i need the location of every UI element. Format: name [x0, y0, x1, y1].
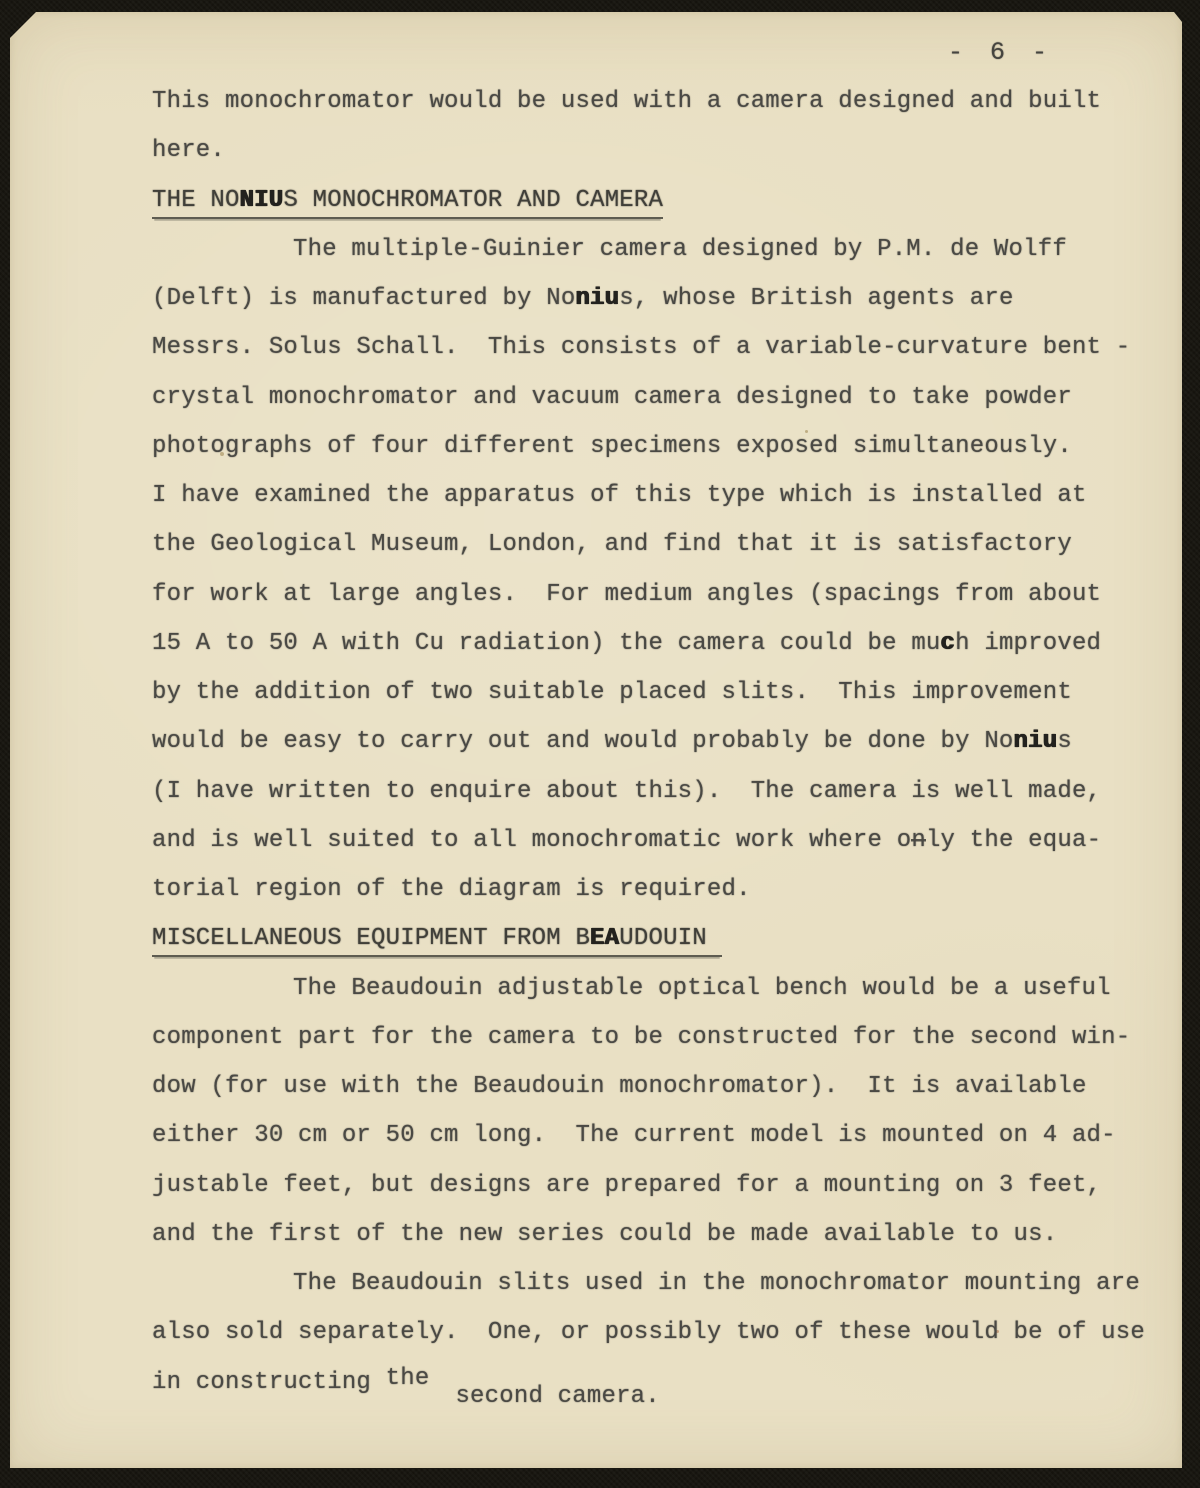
- text-line: [152, 876, 1162, 925]
- text-line: [152, 1364, 1162, 1418]
- text-segment: here.: [152, 137, 226, 165]
- text-segment: and is well suited to all monochromatic work where o: [152, 826, 912, 854]
- text-segment: (I have written to enquire about this). The camera is well made,: [152, 777, 1102, 805]
- text-segment: 15 A to 50 A with Cu radiation) the camera could be mu: [152, 629, 941, 657]
- text-line: [152, 334, 1162, 383]
- text-segment: I have examined the apparatus of this type which is installed at: [152, 482, 1087, 509]
- text-segment: the Geological Museum, London, and find that it is satisfactory: [152, 531, 1072, 559]
- text-segment: by the addition of two suitable placed slits. This improvement: [152, 679, 1072, 706]
- text-segment: in constructing: [152, 1368, 386, 1396]
- text-line: [152, 531, 1162, 580]
- text-segment: h improved: [955, 629, 1102, 657]
- text-segment: The Beaudouin slits used in the monochromator mounting are: [293, 1270, 1140, 1297]
- text-line: [152, 88, 1162, 137]
- heading-underline: [152, 925, 722, 957]
- text-segment: justable feet, but designs are prepared for a mounting on 3 feet,: [152, 1171, 1102, 1199]
- text-segment: THE NO: [152, 186, 240, 214]
- overstrike-text: NIU: [239, 186, 284, 214]
- text-segment: The Beaudouin adjustable optical bench would be a useful: [293, 974, 1111, 1002]
- text-line: [152, 1122, 1162, 1171]
- text-line: [152, 1221, 1162, 1270]
- text-segment: either 30 cm or 50 cm long. The current model is mounted on 4 ad-: [152, 1122, 1116, 1150]
- text-line: [152, 1270, 1162, 1319]
- overstrike-text: c: [940, 629, 956, 657]
- heading-underline: [152, 187, 663, 219]
- text-line: [152, 236, 1162, 285]
- text-line: [152, 482, 1162, 531]
- text-line: [152, 285, 1162, 334]
- text-segment: photographs of four different specimens exposed simultaneously.: [152, 432, 1072, 460]
- text-segment: S MONOCHROMATOR AND CAMERA: [283, 186, 664, 214]
- text-segment: The multiple-Guinier camera designed by P.M. de Wolff: [293, 235, 1067, 263]
- text-line: [152, 679, 1162, 728]
- section-heading: [152, 187, 1162, 236]
- text-segment: crystal monochromator and vacuum camera designed to take powder: [152, 383, 1072, 411]
- text-line: [152, 1172, 1162, 1221]
- text-segment: for work at large angles. For medium angles (spacings from about: [152, 580, 1102, 608]
- text-line: [152, 728, 1162, 777]
- text-segment: and the first of the new series could be made available to us.: [152, 1220, 1058, 1248]
- text-line: [152, 778, 1162, 827]
- text-segment: s: [1057, 728, 1072, 756]
- text-line: [152, 630, 1162, 679]
- text-segment: MISCELLANEOUS EQUIPMENT FROM B: [152, 925, 591, 953]
- text-line: [152, 384, 1162, 433]
- text-segment: also sold separately. One, or possibly two of these would be of use: [152, 1319, 1145, 1347]
- text-segment: This monochromator would be used with a camera designed and built: [152, 88, 1102, 115]
- text-column: [152, 88, 1162, 1418]
- text-line: [152, 433, 1162, 482]
- text-segment: (Delft) is manufactured by No: [152, 285, 576, 312]
- text-line: [152, 581, 1162, 630]
- overstrike-text: niu: [575, 285, 620, 312]
- text-line: [152, 1024, 1162, 1073]
- text-line: [152, 137, 1162, 186]
- text-segment: torial region of the diagram is required.: [152, 876, 751, 903]
- text-segment: UDOUIN: [619, 925, 722, 953]
- text-segment: Messrs. Solus Schall. This consists of a variable-curvature bent -: [152, 334, 1131, 362]
- text-segment: ly the equa-: [925, 826, 1102, 854]
- text-line: [152, 827, 1162, 876]
- overstrike-text: the: [385, 1364, 430, 1392]
- overstrike-text: second camera.: [455, 1382, 660, 1410]
- text-segment: dow (for use with the Beaudouin monochromator). It is available: [152, 1073, 1087, 1100]
- overstrike-text: n: [911, 826, 926, 854]
- section-heading: [152, 925, 1162, 974]
- text-segment: component part for the camera to be constructed for the second win-: [152, 1023, 1131, 1051]
- text-line: [152, 1073, 1162, 1122]
- text-segment: s, whose British agents are: [619, 285, 1014, 312]
- overstrike-text: niu: [1013, 728, 1058, 756]
- overstrike-text: EA: [590, 925, 620, 953]
- text-line: [152, 975, 1162, 1024]
- text-line: [152, 1319, 1162, 1368]
- page-number: - 6 -: [948, 38, 1054, 67]
- text-segment: would be easy to carry out and would probably be done by No: [152, 728, 1014, 756]
